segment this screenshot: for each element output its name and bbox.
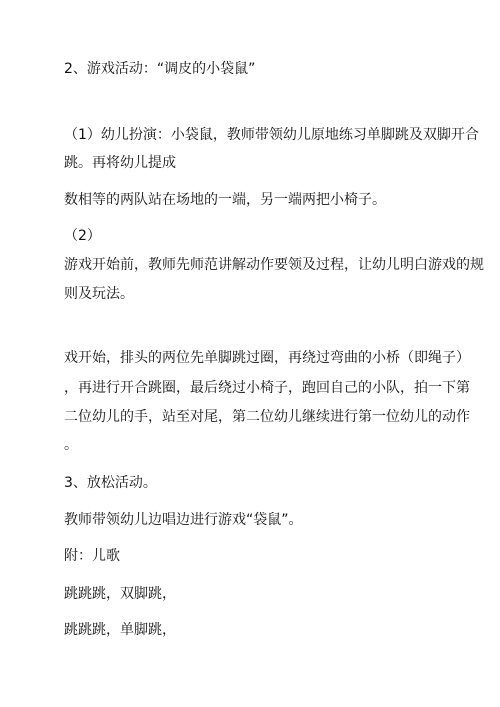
paragraph-line: 教师带领幼儿边唱边进行游戏“袋鼠”。 [64, 512, 303, 528]
paragraph-line: 数相等的两队站在场地的一端，另一端两把小椅子。 [64, 192, 386, 208]
paragraph-line: 二位幼儿的手，站至对尾，第二位幼儿继续进行第一位幼儿的动作 [64, 409, 470, 425]
paragraph-line: 则及玩法。 [64, 286, 134, 302]
paragraph-line: （2） [64, 228, 101, 244]
section-heading-relax: 3、放松活动。 [64, 475, 157, 491]
section-heading-game: 2、游戏活动：“调皮的小袋鼠” [64, 61, 256, 77]
paragraph-line: 跳。再将幼儿提成 [64, 155, 176, 171]
paragraph-line: 。 [64, 437, 78, 453]
song-line: 跳跳跳，双脚跳， [64, 586, 176, 602]
paragraph-line: 附：儿歌 [64, 548, 120, 564]
paragraph-line: （1）幼儿扮演：小袋鼠，教师带领幼儿原地练习单脚跳及双脚开合 [64, 127, 479, 143]
paragraph-line: ，再进行开合跳圈，最后绕过小椅子，跑回自己的小队，拍一下第 [64, 380, 470, 396]
paragraph-line: 游戏开始前，教师先师范讲解动作要领及过程，让幼儿明白游戏的规 [64, 257, 484, 273]
song-line: 跳跳跳，单脚跳， [64, 622, 176, 638]
paragraph-line: 戏开始，排头的两位先单脚跳过圈，再绕过弯曲的小桥（即绳子） [64, 350, 470, 366]
